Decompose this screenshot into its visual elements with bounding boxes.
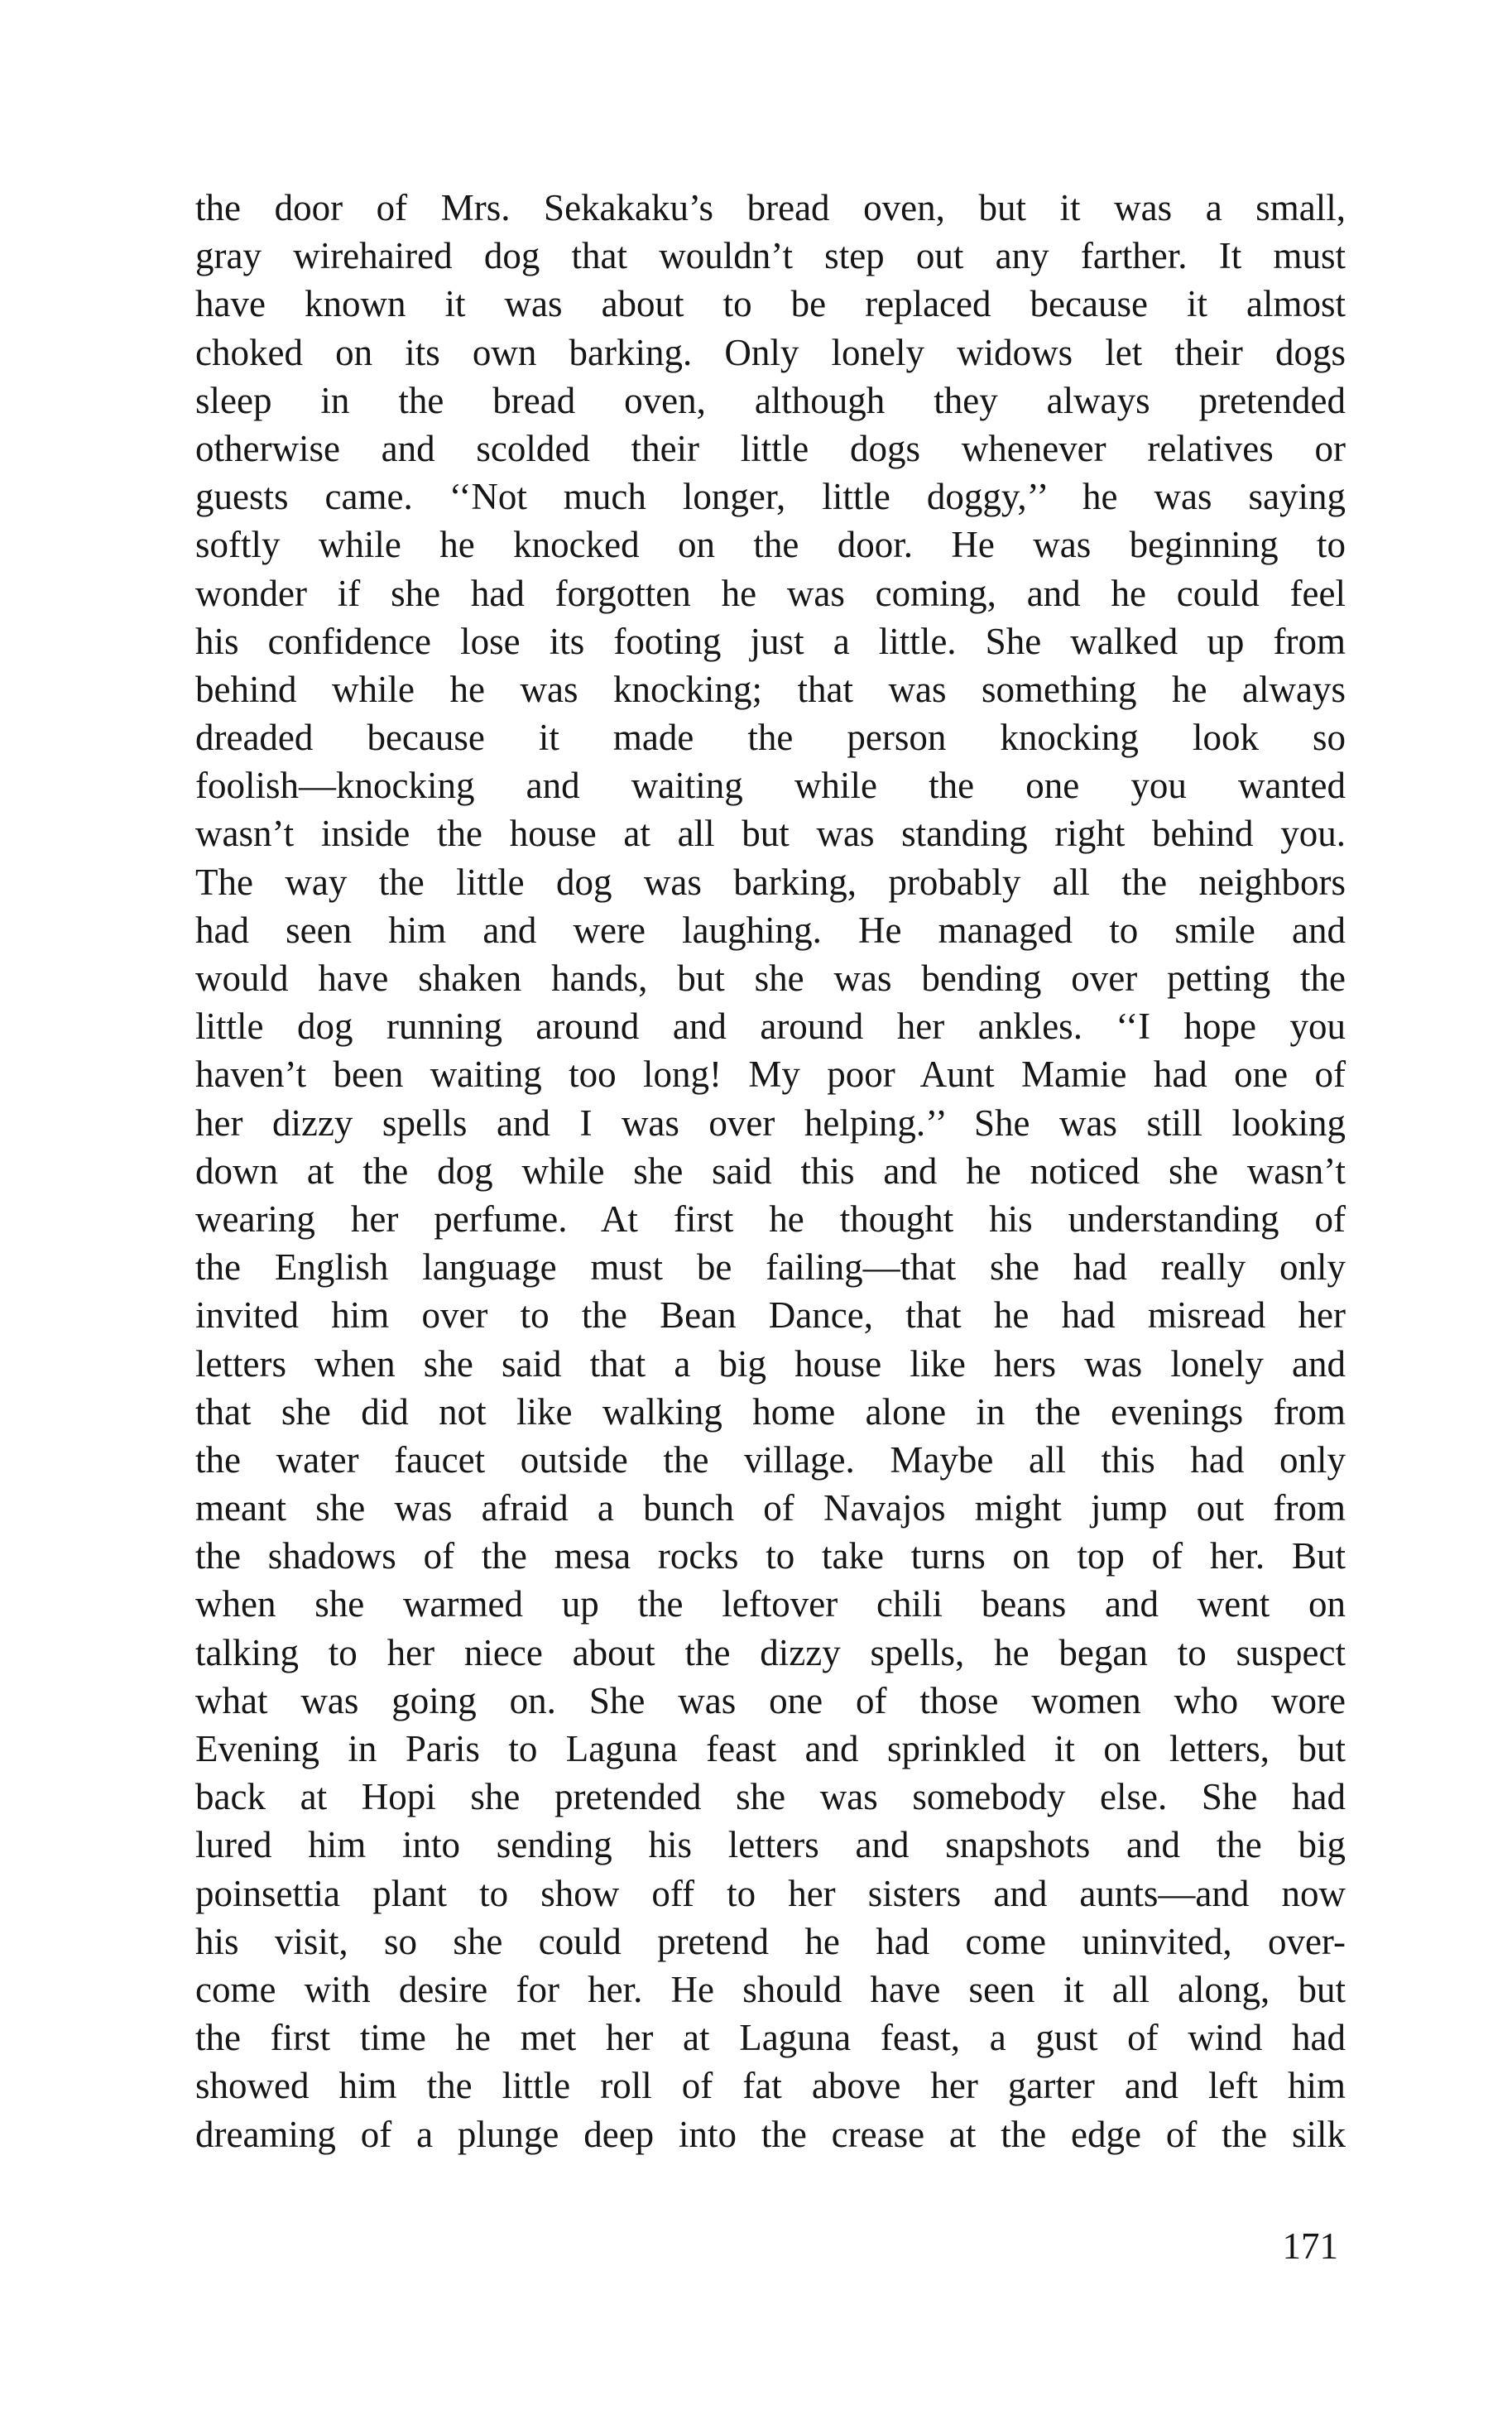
text-line: the English language must be failing—that she had really only xyxy=(195,1246,1346,1289)
text-line: guests came. ‘‘Not much longer, little doggy,’’ he was saying xyxy=(195,476,1346,518)
text-line: back at Hopi she pretended she was somebody else. She had xyxy=(195,1776,1346,1818)
text-line: his visit, so she could pretend he had come uninvited, over- xyxy=(195,1920,1346,1962)
text-line: his confidence lose its footing just a little. She walked up from xyxy=(195,620,1346,662)
text-line: down at the dog while she said this and he noticed she wasn’t xyxy=(195,1150,1346,1192)
text-line: the water faucet outside the village. Maybe all this had only xyxy=(195,1438,1346,1481)
text-line: dreaming of a plunge deep into the crease at the edge of the silk xyxy=(195,2113,1346,2155)
text-line: come with desire for her. He should have seen it all along, but xyxy=(195,1968,1346,2010)
text-line: little dog running around and around her ankles. ‘‘I hope you xyxy=(195,1006,1346,1048)
text-line: gray wirehaired dog that wouldn’t step out any farther. It must xyxy=(195,235,1346,277)
text-line: behind while he was knocking; that was something he always xyxy=(195,668,1346,710)
text-line: meant she was afraid a bunch of Navajos might jump out from xyxy=(195,1487,1346,1529)
text-line: foolish—knocking and waiting while the one you wanted xyxy=(195,765,1346,807)
text-line: sleep in the bread oven, although they always pretended xyxy=(195,379,1346,421)
text-line: the door of Mrs. Sekakaku’s bread oven, but it was a small, xyxy=(195,187,1346,228)
text-line: Evening in Paris to Laguna feast and sprinkled it on letters, but xyxy=(195,1728,1346,1769)
text-line: haven’t been waiting too long! My poor Aunt Mamie had one of xyxy=(195,1054,1346,1096)
text-line: wasn’t inside the house at all but was standing right behind you. xyxy=(195,813,1346,855)
text-line: letters when she said that a big house like hers was lonely and xyxy=(195,1342,1346,1385)
text-line: wonder if she had forgotten he was coming, and he could feel xyxy=(195,572,1346,614)
text-line: invited him over to the Bean Dance, that he had misread her xyxy=(195,1294,1346,1337)
text-line: her dizzy spells and I was over helping.’’ She was still looking xyxy=(195,1102,1346,1144)
text-line: talking to her niece about the dizzy spells, he began to suspect xyxy=(195,1631,1346,1673)
text-line: would have shaken hands, but she was bending over petting the xyxy=(195,958,1346,999)
page-number: 171 xyxy=(1282,2225,1338,2267)
text-line: lured him into sending his letters and snapshots and the big xyxy=(195,1824,1346,1866)
text-line: when she warmed up the leftover chili beans and went on xyxy=(195,1583,1346,1625)
text-line: softly while he knocked on the door. He was beginning to xyxy=(195,524,1346,566)
text-line: the first time he met her at Laguna feast, a gust of wind had xyxy=(195,2017,1346,2059)
text-line: wearing her perfume. At first he thought his understanding of xyxy=(195,1198,1346,1240)
text-line: what was going on. She was one of those women who wore xyxy=(195,1679,1346,1721)
text-line: choked on its own barking. Only lonely widows let their dogs xyxy=(195,331,1346,373)
text-line: poinsettia plant to show off to her sisters and aunts—and now xyxy=(195,1872,1346,1914)
text-line: dreaded because it made the person knocking look so xyxy=(195,717,1346,759)
text-line: had seen him and were laughing. He managed to smile and xyxy=(195,909,1346,951)
text-line: the shadows of the mesa rocks to take turns on top of her. But xyxy=(195,1535,1346,1577)
text-line: otherwise and scolded their little dogs whenever relatives or xyxy=(195,427,1346,469)
text-line: The way the little dog was barking, probably all the neighbors xyxy=(195,861,1346,903)
text-line: that she did not like walking home alone in the evenings from xyxy=(195,1390,1346,1433)
text-line: have known it was about to be replaced because it almost xyxy=(195,283,1346,325)
text-line: showed him the little roll of fat above her garter and left him xyxy=(195,2065,1346,2107)
body-text xyxy=(195,184,1346,2158)
